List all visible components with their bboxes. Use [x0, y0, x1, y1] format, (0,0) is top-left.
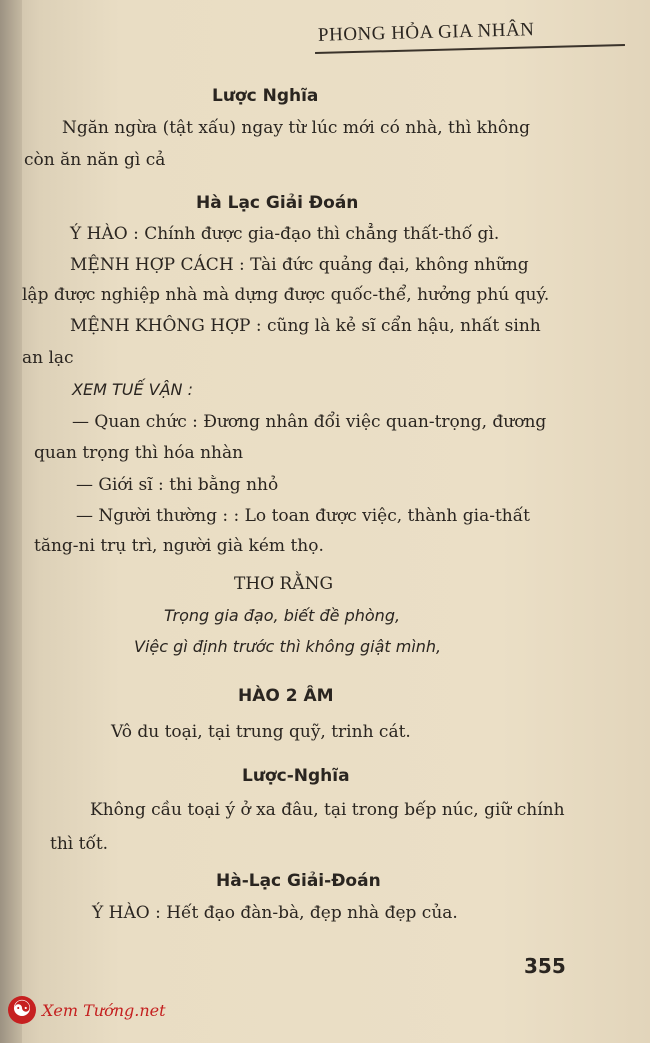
text-line: tăng-ni trụ trì, người già kém thọ. [34, 536, 324, 556]
text-line: thì tốt. [50, 834, 109, 854]
text-line: Lược-Nghĩa [242, 766, 350, 786]
text-line: Vô du toại, tại trung quỹ, trinh cát. [111, 722, 411, 742]
text-line: HÀO 2 ÂM [238, 686, 334, 706]
text-line: THƠ RẰNG [234, 574, 334, 594]
text-line: còn ăn năn gì cả [24, 150, 166, 170]
site-logo[interactable] [8, 990, 178, 1030]
text-line: Việc gì định trước thì không giật mình, [134, 637, 442, 656]
logo-text: Xem Tướng.net [42, 1000, 166, 1020]
text-line: Không cầu toại ý ở xa đâu, tại trong bếp núc, giữ chính [90, 800, 565, 820]
text-line: — Người thường : : Lo toan được việc, thành gia-thất [76, 506, 530, 526]
book-spine-shadow [0, 0, 22, 1043]
text-line: Hà-Lạc Giải-Đoán [216, 871, 381, 891]
text-line: Ngăn ngừa (tật xấu) ngay từ lúc mới có nhà, thì không [62, 118, 530, 138]
text-line: MỆNH HỢP CÁCH : Tài đức quảng đại, không những [70, 255, 529, 275]
text-line: Trọng gia đạo, biết đề phòng, [164, 606, 401, 625]
running-header: PHONG HỎA GIA NHÂN [317, 19, 535, 46]
text-line: Ý HÀO : Hết đạo đàn-bà, đẹp nhà đẹp của. [92, 903, 458, 923]
text-line: XEM TUẾ VẬN : [72, 380, 193, 399]
text-line: — Quan chức : Đương nhân đổi việc quan-trọng, đương [72, 412, 547, 432]
yin-yang-icon: ☯ [8, 996, 36, 1024]
text-line: Lược Nghĩa [212, 86, 319, 106]
page-number: 355 [524, 954, 566, 978]
text-line: an lạc [22, 348, 74, 368]
text-line: MỆNH KHÔNG HỢP : cũng là kẻ sĩ cẩn hậu, nhất sinh [70, 316, 541, 336]
text-line: lập được nghiệp nhà mà dựng được quốc-thể, hưởng phú quý. [22, 285, 550, 305]
text-line: Ý HÀO : Chính được gia-đạo thì chẳng thất-thố gì. [70, 224, 500, 244]
text-line: — Giới sĩ : thi bằng nhỏ [76, 475, 279, 495]
text-line: quan trọng thì hóa nhàn [34, 443, 244, 463]
text-line: Hà Lạc Giải Đoán [196, 193, 359, 213]
